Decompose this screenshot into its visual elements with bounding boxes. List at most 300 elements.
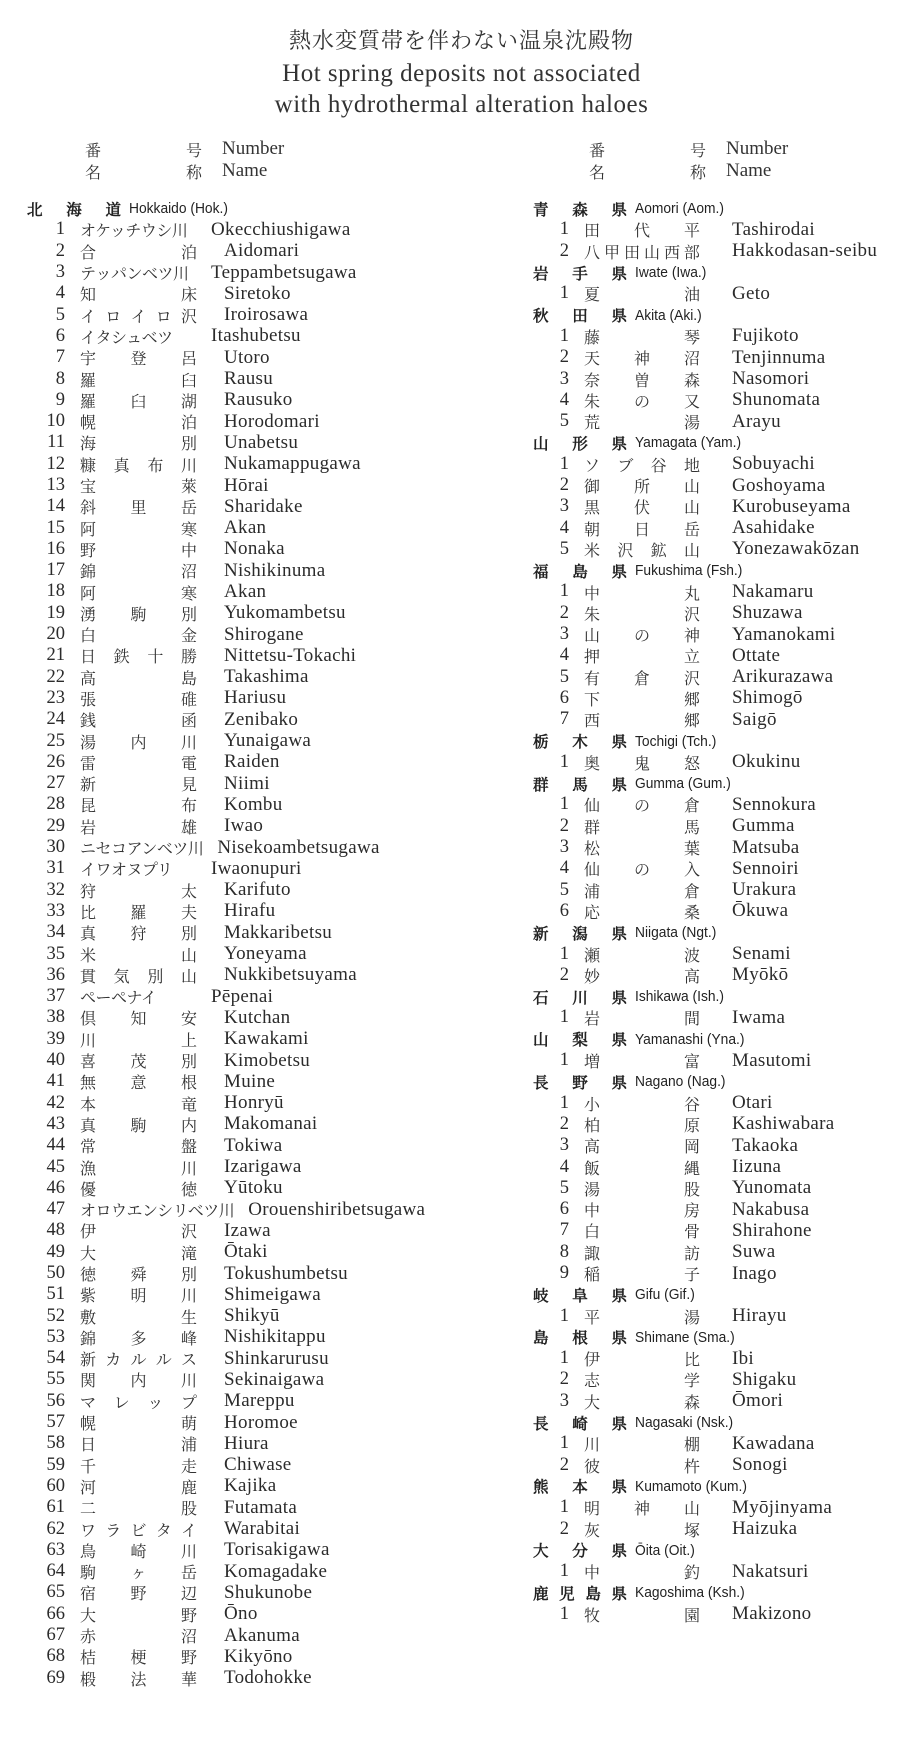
site-name-ja-part: 喜 [80,1052,97,1072]
site-number: 2 [559,1369,569,1390]
site-name-ja-part: 沢 [180,1222,197,1242]
site-name-ja-part: 牧 [584,1605,601,1625]
site-name-en: Sobuyachi [732,453,815,475]
site-name-ja-part: 沢 [180,306,197,326]
site-name-ja [584,346,700,369]
site-name-ja-part: 二 [80,1499,97,1519]
site-row [27,1561,497,1582]
site-name-ja [584,900,700,923]
site-name-en: Ōtaki [224,1241,268,1263]
site-name-en: Ōmori [732,1390,784,1412]
site-name-ja-part: 川 [180,1371,197,1391]
site-name-en: Hiura [224,1432,269,1454]
site-number: 42 [46,1092,65,1113]
site-name-ja-part: レ [113,1392,130,1412]
title-japanese: 熱水変質帯を伴わない温泉沈殿物 [288,29,634,54]
site-name-en: Matsuba [732,836,800,858]
site-name-ja-part: 河 [80,1477,97,1497]
site-name-ja-part: イタシュベツ [80,327,173,347]
site-name-ja-part: 奈 [584,370,601,390]
site-name-ja [80,325,197,348]
region-char: 県 [611,924,627,943]
region-char: 長 [533,1073,549,1092]
site-name-ja-part: 山 [683,1499,700,1519]
site-name-ja-part: 白 [584,1222,601,1242]
site-row [27,1476,497,1497]
site-name-ja-part: 藤 [584,327,601,347]
site-name-ja-part: 縄 [683,1158,700,1178]
site-name-ja-part: 桔 [80,1648,97,1668]
region-name-ja [533,1028,635,1050]
site-name-ja-part: 柏 [584,1115,601,1135]
site-number: 36 [46,964,65,985]
region-name-ja [533,773,635,795]
site-name-ja-part: 無 [80,1073,97,1093]
site-name-ja [80,1326,197,1349]
site-name-ja-part: 狩 [130,924,147,944]
legend [27,138,497,198]
site-number: 2 [559,240,569,261]
site-row [27,1604,497,1625]
site-name-ja [80,985,197,1008]
site-name-ja [584,1049,700,1072]
site-name-ja [80,666,197,689]
site-name-ja-part: 波 [683,945,700,965]
site-name-en: Nakatsuri [732,1560,809,1582]
site-name-ja-part: 幌 [80,413,97,433]
site-name-ja-part: 本 [80,1094,97,1114]
site-number: 1 [559,1007,569,1028]
region-char: 阜 [572,1286,588,1305]
site-row [533,688,918,709]
site-name-ja-part: 布 [180,796,197,816]
site-row [533,1305,918,1326]
site-name-ja [80,346,197,369]
site-name-ja-part: 川 [180,1158,197,1178]
site-number: 2 [559,602,569,623]
site-name-ja-part: 徳 [180,1179,197,1199]
site-name-ja [584,368,700,391]
site-name-ja [80,1454,197,1477]
site-row [533,581,918,602]
site-row [27,1178,497,1199]
site-name-ja-part: 川 [180,1286,197,1306]
site-name-ja-part: 山 [683,498,700,518]
site-name-ja-part: 夏 [584,285,601,305]
site-name-ja-part: 合 [80,242,97,262]
site-name-ja-part: 気 [113,966,130,986]
legend [533,138,918,198]
region-char: 鹿 [533,1584,549,1603]
region-header [533,1284,918,1305]
legend-number-row [27,138,497,160]
site-number: 1 [559,1497,569,1518]
site-name-ja-part: 阿 [80,519,97,539]
site-name-ja [584,857,700,880]
site-name-ja-part: 雄 [180,817,197,837]
site-name-en: Ōkuwa [732,900,789,922]
site-name-ja-part: 西 [584,711,601,731]
site-name-ja-part: 羅 [80,370,97,390]
site-name-ja-part: 地 [683,455,700,475]
site-name-en: Urakura [732,879,797,901]
site-name-ja-part: イ [180,1520,197,1540]
site-name-en: Shimeigawa [224,1283,321,1305]
region-char: 県 [611,1478,627,1497]
site-name-en: Rausuko [224,389,293,411]
site-number: 35 [46,943,65,964]
site-name-ja [80,1603,197,1626]
site-row [27,241,497,262]
site-number: 1 [559,283,569,304]
site-name-en: Iwaonupuri [211,857,302,879]
site-name-ja-part: 華 [180,1669,197,1689]
site-name-ja [584,1134,700,1157]
site-name-ja-part: プ [180,1392,197,1412]
site-name-ja [80,1368,197,1391]
site-name-en: Sekinaigawa [224,1368,325,1390]
site-name-en: Shirahone [732,1219,812,1241]
site-number: 7 [55,347,65,368]
right-column [533,138,918,1625]
site-name-ja-part: 馬 [683,817,700,837]
site-number: 3 [559,624,569,645]
site-name-ja-part: 敷 [80,1307,97,1327]
site-name-ja-part: 法 [130,1669,147,1689]
site-name-en: Sonogi [732,1454,788,1476]
site-name-ja-part: 新 [80,1350,97,1370]
region-char: 本 [572,1478,588,1497]
site-name-ja [80,1624,197,1647]
site-name-en: Nishikinuma [224,559,326,581]
site-name-ja [80,240,197,263]
site-name-ja-part: ペーペナイ [80,988,157,1008]
site-name-ja [80,815,197,838]
region-char: 長 [533,1414,549,1433]
region-header [533,730,918,751]
site-name-en: Makkaribetsu [224,921,333,943]
site-name-en: Mareppu [224,1390,295,1412]
region-name-en: Fukushima (Fsh.) [635,562,743,580]
site-number: 45 [46,1156,65,1177]
site-row [27,1625,497,1646]
site-name-ja-part: 多 [130,1328,147,1348]
site-name-en: Tashirodai [732,218,815,240]
site-name-en: Pēpenai [211,985,274,1007]
site-name-ja-part: ビ [130,1520,147,1540]
site-number: 46 [46,1177,65,1198]
site-number: 19 [46,602,65,623]
site-name-ja-part: 股 [180,1499,197,1519]
site-row [27,1135,497,1156]
site-name-ja-part: 原 [683,1115,700,1135]
site-name-en: Shuzawa [732,602,803,624]
site-name-ja-part: 伏 [633,498,650,518]
site-number: 7 [559,709,569,730]
region-name-en: Hokkaido (Hok.) [129,200,228,218]
site-row [533,1348,918,1369]
site-name-ja-part: 倶 [80,1009,97,1029]
site-number: 49 [46,1241,65,1262]
site-number: 23 [46,687,65,708]
site-name-ja-part: 走 [180,1456,197,1476]
site-name-ja-part: 瀬 [584,945,601,965]
site-row [27,1348,497,1369]
site-row [27,773,497,794]
site-number: 9 [55,389,65,410]
site-name-ja [80,836,203,859]
site-name-ja-part: 千 [80,1456,97,1476]
site-name-ja [80,1198,234,1221]
site-name-ja-part: 比 [80,902,97,922]
site-number: 61 [46,1497,65,1518]
site-number: 67 [46,1625,65,1646]
region-name-en: Akita (Aki.) [635,306,702,324]
region-header [533,1540,918,1561]
site-name-ja [80,1518,197,1541]
site-number: 2 [559,475,569,495]
site-number: 48 [46,1220,65,1241]
site-name-en: Yukomambetsu [224,602,346,624]
site-name-ja [80,474,197,497]
site-name-ja-part: 関 [80,1371,97,1391]
region-char: 県 [611,733,627,752]
site-row [27,496,497,517]
site-row [27,1305,497,1326]
legend-name-en: Name [222,160,268,181]
site-name-ja-part: 訪 [683,1243,700,1263]
region-name-ja [533,730,635,752]
site-name-ja-part: 宿 [80,1584,97,1604]
site-row [27,943,497,964]
site-name-ja [80,1411,197,1434]
site-row [27,1050,497,1071]
site-name-ja-part: 辺 [180,1584,197,1604]
region-char: 島 [572,562,588,581]
region-char: 道 [105,200,121,219]
site-row [27,1646,497,1667]
site-name-ja-part: 奥 [584,753,601,773]
site-number: 2 [559,815,569,836]
site-row [27,1156,497,1177]
site-number: 20 [46,624,65,645]
region-char: 海 [66,200,82,219]
region-char: 熊 [533,1478,549,1497]
site-row [533,1391,918,1412]
site-name-ja [584,666,700,689]
region-name-ja [533,198,635,220]
site-number: 37 [46,986,65,1007]
site-number: 1 [559,581,569,602]
site-name-en: Torisakigawa [224,1539,330,1561]
site-name-ja-part: 臼 [130,391,147,411]
site-name-ja [80,879,197,902]
site-row [533,326,918,347]
site-name-ja-part: 野 [130,1584,147,1604]
site-name-en: Aidomari [224,240,300,262]
region-char: 県 [611,988,627,1007]
site-name-en: Kawadana [732,1432,815,1454]
site-name-ja-part: 所 [633,477,650,497]
site-name-ja [80,1496,197,1519]
site-name-ja-part: 飯 [584,1158,601,1178]
site-name-en: Warabitai [224,1518,301,1540]
site-name-ja [80,1305,197,1328]
site-row [533,1156,918,1177]
site-name-ja-part: 羅 [130,902,147,922]
region-char: 北 [27,200,43,219]
site-row [533,1178,918,1199]
site-name-ja-part: 優 [80,1179,97,1199]
site-number: 38 [46,1007,65,1028]
region-name-ja [533,1412,635,1434]
site-name-ja-part: 沢 [683,668,700,688]
site-name-ja [584,1113,700,1136]
region-char: 田 [572,307,588,326]
site-name-ja-part: 峰 [180,1328,197,1348]
site-row [27,539,497,560]
site-name-ja-part: 大 [584,1392,601,1412]
region-name-ja [533,986,635,1008]
site-name-en: Yūtoku [224,1177,283,1199]
site-name-ja [80,857,197,880]
site-number: 57 [46,1412,65,1433]
site-name-en: Ibi [732,1347,755,1369]
site-name-ja-part: 稲 [584,1265,601,1284]
site-number: 4 [559,517,569,538]
site-name-ja [584,517,700,540]
site-name-ja [80,1219,197,1242]
site-name-en: Sharidake [224,495,303,517]
region-char: 県 [611,1542,627,1561]
site-name-ja [80,453,197,476]
site-name-ja-part: 張 [80,689,97,709]
site-name-en: Shunomata [732,389,821,411]
site-row [27,1242,497,1263]
site-row [27,390,497,411]
site-number: 29 [46,815,65,836]
site-row [27,262,497,283]
site-name-ja [80,730,197,753]
site-name-en: Nukamappugawa [224,453,361,475]
site-name-en: Nittetsu-Tokachi [224,644,357,666]
site-number: 11 [47,432,65,453]
site-row [533,347,918,368]
site-name-ja-part: 中 [180,540,197,560]
region-char: 児 [559,1584,575,1603]
site-number: 39 [46,1028,65,1049]
site-name-ja-part: 倉 [683,796,700,816]
region-char: 県 [611,1414,627,1433]
site-name-ja-part: ル [155,1350,172,1370]
site-name-ja [584,389,700,412]
site-row [27,1114,497,1135]
site-row [533,1135,918,1156]
site-name-ja [80,581,197,604]
site-number: 51 [46,1284,65,1305]
site-number: 31 [46,858,65,879]
site-row [27,901,497,922]
site-row [27,347,497,368]
site-name-ja-part: 別 [180,1265,197,1284]
site-name-ja [584,218,700,241]
site-name-ja-part: 大 [80,1605,97,1625]
site-name-ja [80,282,197,305]
site-row [533,1242,918,1263]
site-name-ja-part: 斜 [80,498,97,518]
legend-name-en: Name [726,160,772,181]
site-name-ja-part: 松 [584,839,601,859]
site-name-ja-part: 岩 [80,817,97,837]
site-name-ja-part: 呂 [180,349,197,369]
site-name-ja-part: 山 [180,966,197,986]
site-name-ja-part: 鉱 [650,540,667,560]
region-name-en: Nagano (Nag.) [635,1073,726,1091]
site-name-ja-part: 錦 [80,562,97,582]
site-name-ja [80,304,197,327]
site-name-en: Raiden [224,751,280,773]
site-number: 3 [559,496,569,517]
site-name-ja-part: 内 [130,732,147,752]
region-char: 潟 [572,924,588,943]
site-name-en: Akan [224,581,267,602]
site-number: 40 [46,1050,65,1071]
region-name-en: Shimane (Sma.) [635,1328,735,1346]
site-name-ja-part: 神 [633,349,650,369]
site-row [27,1518,497,1539]
site-name-ja-part: 生 [180,1307,197,1327]
site-row [533,667,918,688]
site-row [533,1604,918,1625]
site-name-en: Ottate [732,644,781,666]
site-name-ja [584,240,700,263]
legend-number-en: Number [726,138,789,159]
site-name-ja-part: 浦 [180,1435,197,1455]
site-name-ja-part: 知 [130,1009,147,1029]
site-name-ja [80,921,197,944]
site-name-ja [80,1390,197,1413]
region-char: 島 [533,1329,549,1348]
site-number: 5 [559,666,569,687]
site-name-en: Kurobuseyama [732,495,851,517]
site-number: 1 [559,1561,569,1582]
site-name-ja-part: 湯 [683,1307,700,1327]
site-row [27,581,497,602]
site-name-en: Chiwase [224,1454,292,1476]
site-row [27,1433,497,1454]
site-name-ja-part: 倉 [633,668,650,688]
region-char: 野 [572,1073,588,1092]
site-name-en: Shimogō [732,687,803,709]
site-row [533,241,918,262]
site-number: 1 [559,219,569,240]
site-name-en: Okecchiushigawa [211,218,351,240]
site-name-en: Orouenshiribetsugawa [248,1198,426,1220]
site-name-ja-part: 泊 [180,242,197,262]
site-name-ja [584,495,700,518]
site-name-ja [80,943,197,966]
site-name-en: Nishikitappu [224,1326,326,1348]
site-name-ja-part: 伊 [584,1350,601,1370]
site-name-en: Makizono [732,1603,812,1625]
site-name-ja [584,1262,700,1285]
site-name-ja-part: 郷 [683,711,700,731]
site-name-ja [584,474,700,497]
site-name-ja-part: 萊 [180,477,197,497]
site-name-ja-part: ニセコアンベツ川 [80,839,204,859]
site-name-ja-part: ロ [155,306,172,326]
site-name-ja-part: 又 [683,391,700,411]
